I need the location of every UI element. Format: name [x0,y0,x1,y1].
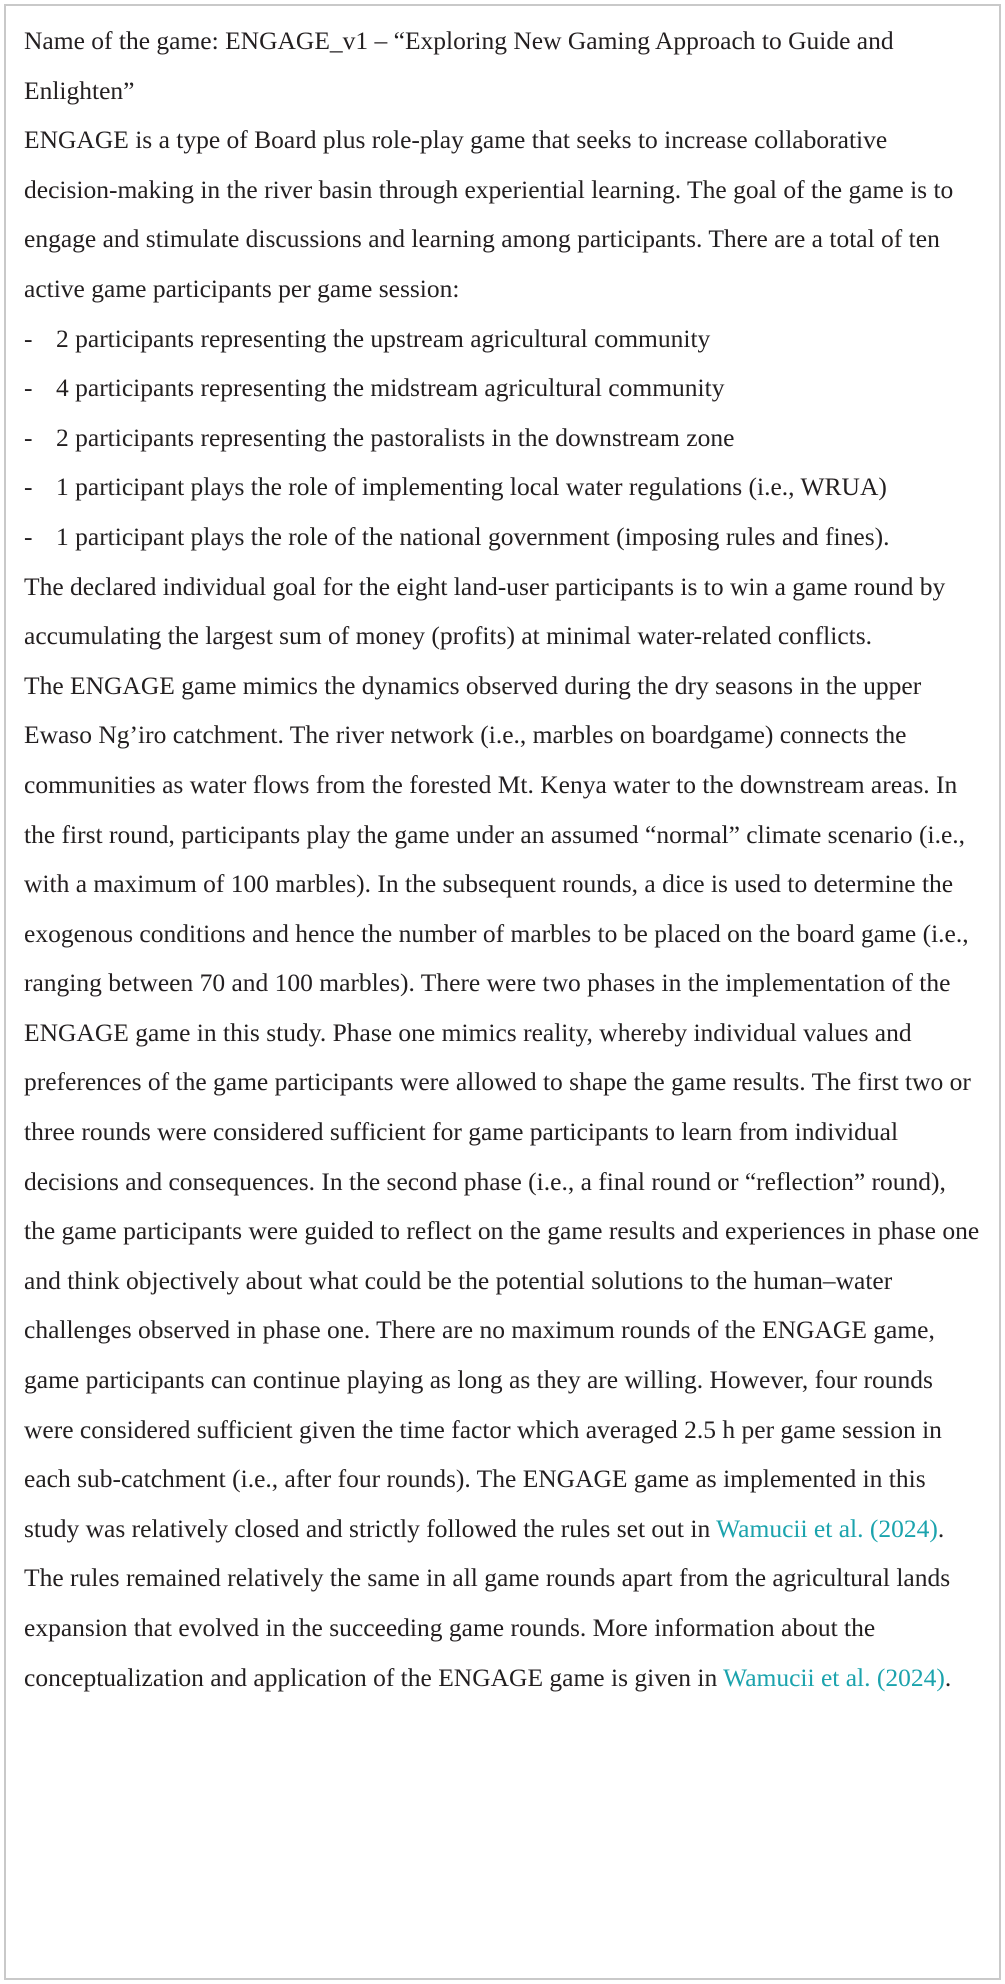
list-item-text: 1 participant plays the role of the national government (imposing rules and fines). [56,521,890,551]
intro-paragraph: ENGAGE is a type of Board plus role-play game that seeks to increase collaborative decision-making in the river basin through experiential learning. The goal of the game is to engage and stimulate discussions and learning among participants. There are a total of ten active game participants per game session: [24,125,954,303]
text-box [4,4,1001,1980]
list-dash: - [24,373,33,403]
list-item [24,314,983,364]
participant-list [24,314,983,562]
list-item-text: 2 participants representing the pastoralists in the downstream zone [56,422,735,452]
main-text-part-2: . The rules remained relatively the same in all game rounds apart from the agricultural lands expansion that evolved in the succeeding game rounds. More information about the conceptualization and application of the ENGAGE game is given in [24,1513,951,1692]
reference-link-wamucii-2[interactable]: Wamucii et al. (2024) [723,1662,945,1692]
list-item-text: 1 participant plays the role of implementing local water regulations (i.e., WRUA) [56,472,887,502]
list-item [24,413,983,463]
main-text-end: . [944,1662,952,1692]
list-item [24,512,983,562]
list-item [24,462,983,512]
list-item [24,363,983,413]
goal-paragraph: The declared individual goal for the eight land-user participants is to win a game round by accumulating the largest sum of money (profits) at minimal water-related conflicts. [24,571,946,651]
list-dash: - [24,521,33,551]
list-item-text: 4 participants representing the midstream agricultural community [56,373,725,403]
reference-link-wamucii-1[interactable]: Wamucii et al. (2024) [716,1513,938,1543]
game-name-paragraph: Name of the game: ENGAGE_v1 – “Exploring New Gaming Approach to Guide and Enlighten” [24,26,894,105]
list-dash: - [24,472,33,502]
main-text-part-1: The ENGAGE game mimics the dynamics observed during the dry seasons in the upper Ewaso Ng’iro catchment. The river network (i.e., marbles on boardgame) connects the communities as water flows from the forested Mt. Kenya water to the downstream areas. In the first round, participants play the game under an assumed “normal” climate scenario (i.e., with a maximum of 100 marbles). In the subsequent rounds, a dice is used to determine the exogenous conditions and hence the number of marbles to be placed on the board game (i.e., ranging between 70 and 100 marbles). There were two phases in the implementation of the ENGAGE game in this study. Phase one mimics reality, whereby individual values and preferences of the game participants were allowed to shape the game results. The first two or three rounds were considered sufficient for game participants to learn from individual decisions and consequences. In the second phase (i.e., a final round or “reflection” round), the game participants were guided to reflect on the game results and experiences in phase one and think objectively about what could be the potential solutions to the human–water challenges observed in phase one. There are no maximum rounds of the ENGAGE game, game participants can continue playing as long as they are willing. However, four rounds were considered sufficient given the time factor which averaged 2.5 h per game session in each sub-catchment (i.e., after four rounds). The ENGAGE game as implemented in this study was relatively closed and strictly followed the rules set out in [24,670,980,1543]
main-paragraph [24,661,983,1702]
list-item-text: 2 participants representing the upstream agricultural community [56,323,711,353]
list-dash: - [24,422,33,452]
list-dash: - [24,323,33,353]
